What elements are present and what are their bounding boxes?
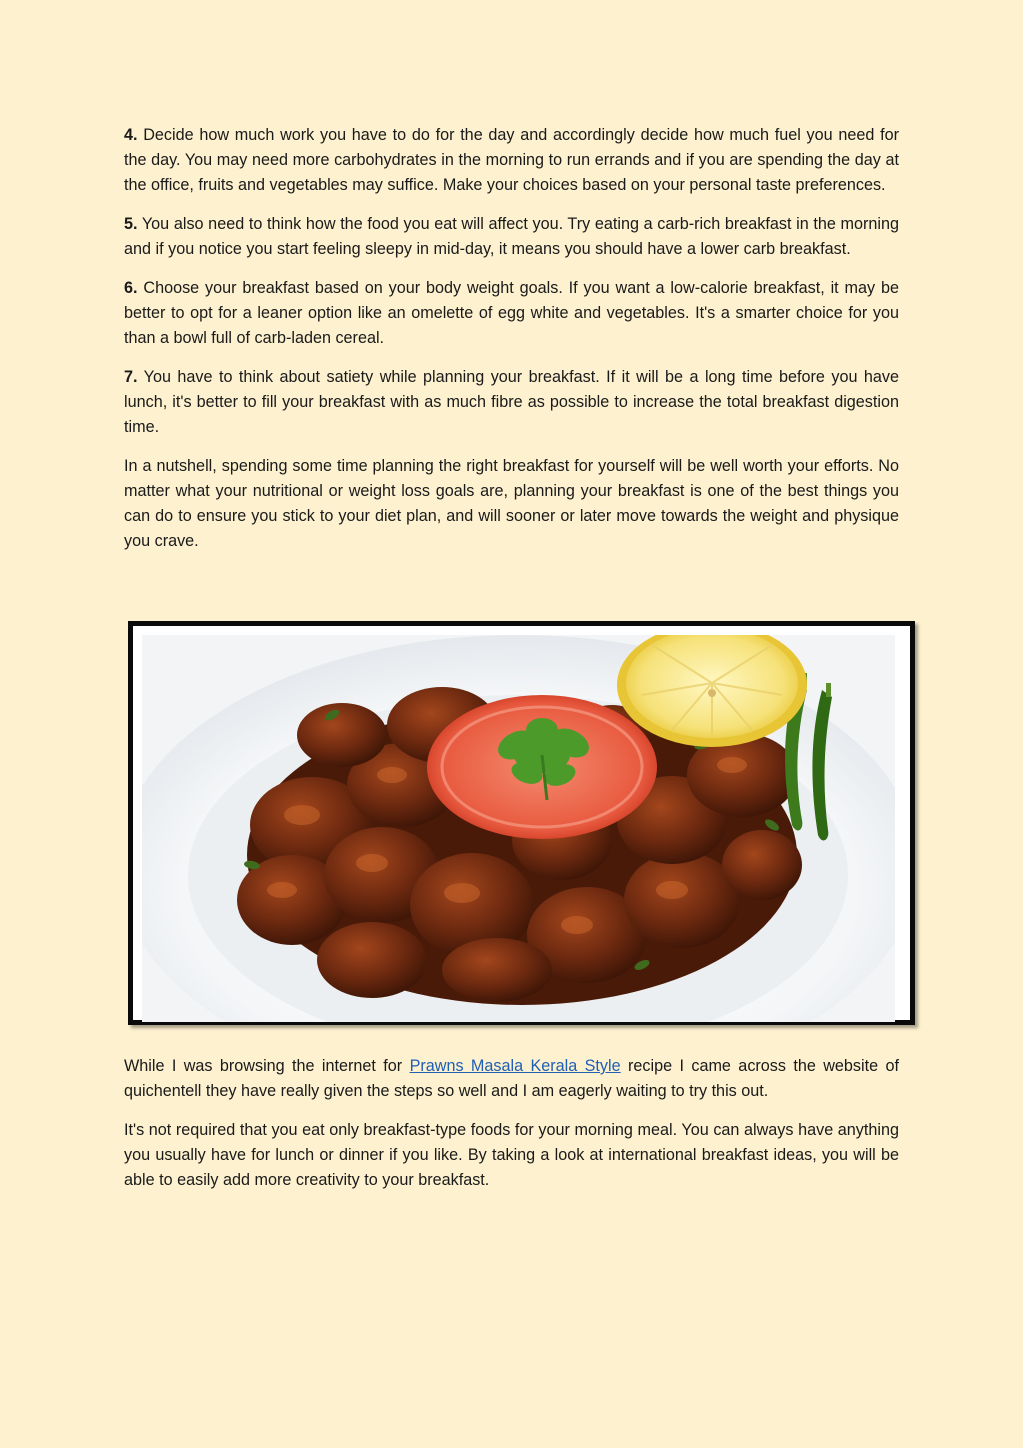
prawns-masala-plate-image	[142, 635, 895, 1022]
item-number: 4.	[124, 126, 138, 144]
browsing-paragraph	[124, 1054, 899, 1104]
browsing-text-before: While I was browsing the internet for	[124, 1057, 410, 1075]
recipe-link[interactable]: Prawns Masala Kerala Style	[409, 1057, 621, 1075]
item-text: You have to think about satiety while planning your breakfast. If it will be a long time before you have lunch, it's better to fill your breakfast with as much fibre as possible to increase the total breakfast digestion time.	[124, 368, 899, 436]
article-body	[124, 123, 899, 568]
item-number: 7.	[124, 368, 138, 386]
item-text: Decide how much work you have to do for the day and accordingly decide how much fuel you need for the day. You may need more carbohydrates in the morning to run errands and if you are spending the day at the office, fruits and vegetables may suffice. Make your choices based on your personal taste preferences.	[124, 126, 899, 194]
item-text: You also need to think how the food you eat will affect you. Try eating a carb-rich breakfast in the morning and if you notice you start feeling sleepy in mid-day, it means you should have a lower carb breakfast.	[124, 215, 899, 258]
item-number: 6.	[124, 279, 138, 297]
item-number: 5.	[124, 215, 138, 233]
summary-paragraph: In a nutshell, spending some time planning the right breakfast for yourself will be well worth your efforts. No matter what your nutritional or weight loss goals are, planning your breakfast is one of the best things you can do to ensure you stick to your diet plan, and will sooner or later move towards the weight and physique you crave.	[124, 457, 899, 550]
list-item-4	[124, 123, 899, 198]
item-text: Choose your breakfast based on your body weight goals. If you want a low-calorie breakfast, it may be better to opt for a leaner option like an omelette of egg white and vegetables. It's a smarter choice for you than a bowl full of carb-laden cereal.	[124, 279, 899, 347]
browsing-text-after: recipe I came across the website of quichentell they have really given the steps so well and I am eagerly waiting to try this out.	[124, 1057, 900, 1100]
list-item-5	[124, 212, 899, 262]
article-bottom	[124, 1054, 899, 1207]
food-photo-frame	[128, 621, 915, 1025]
list-item-7	[124, 365, 899, 440]
closing-paragraph: It's not required that you eat only breakfast-type foods for your morning meal. You can always have anything you usually have for lunch or dinner if you like. By taking a look at international breakfast ideas, you will be able to easily add more creativity to your breakfast.	[124, 1121, 899, 1189]
list-item-6	[124, 276, 899, 351]
